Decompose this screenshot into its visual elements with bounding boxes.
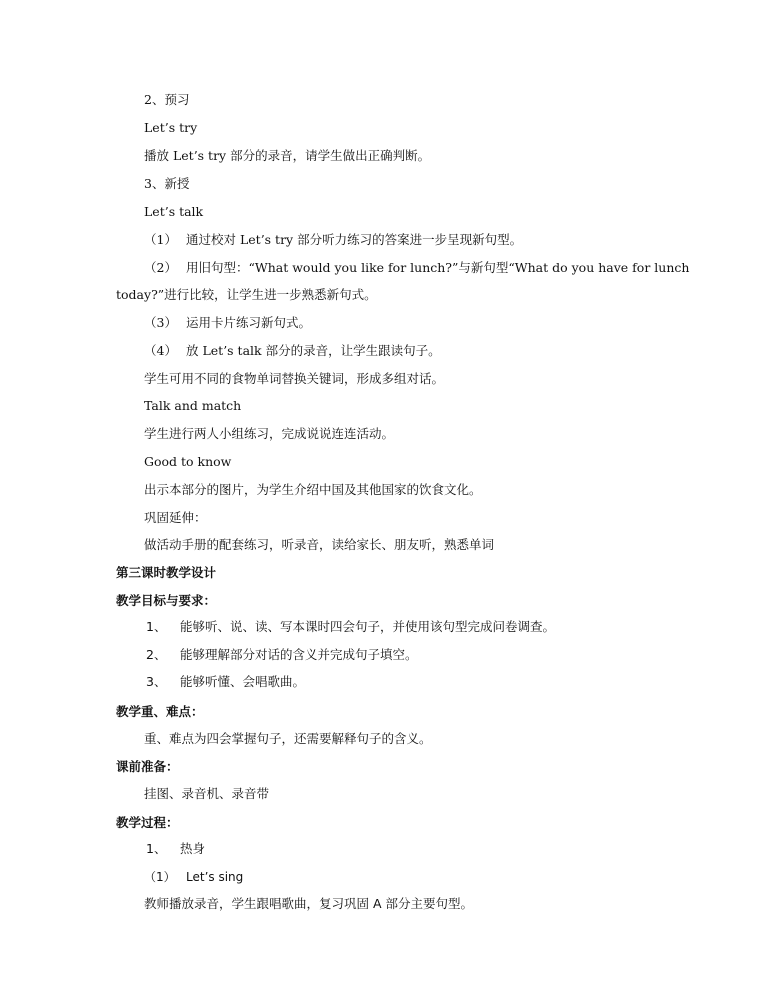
talk-step-1-number: （1）	[144, 232, 177, 247]
talk-step-3-text: 运用卡片练习新句式。	[186, 315, 312, 330]
talk-step-4-number: （4）	[144, 343, 177, 358]
process-heading: 教学过程：	[116, 815, 179, 830]
lets-try-body: 播放 Let’s try 部分的录音，请学生做出正确判断。	[144, 148, 431, 163]
key-points-body: 重、难点为四会掌握句子，还需要解释句子的含义。	[144, 731, 432, 746]
lesson3-title: 第三课时教学设计	[116, 565, 217, 580]
talk-step-2-number: （2）	[144, 260, 177, 275]
talk-step-2	[144, 260, 689, 276]
objective-2-text: 能够理解部分对话的含义并完成句子填空。	[180, 647, 418, 662]
talk-step-4	[144, 343, 441, 359]
consolidate-body: 做活动手册的配套练习，听录音，读给家长、朋友听，熟悉单词	[144, 537, 495, 552]
talk-step-1	[144, 232, 522, 248]
sing-step	[144, 869, 243, 885]
lets-talk-heading: Let’s talk	[144, 204, 204, 219]
consolidate-heading: 巩固延伸：	[144, 510, 207, 525]
good-to-know-body: 出示本部分的图片，为学生介绍中国及其他国家的饮食文化。	[144, 482, 482, 497]
good-to-know-heading: Good to know	[144, 454, 232, 469]
key-points-heading: 教学重、难点：	[116, 704, 204, 719]
warmup-number: 1、	[146, 841, 167, 856]
sing-text: Let’s sing	[186, 870, 244, 884]
talk-step-1-text: 通过校对 Let’s try 部分听力练习的答案进一步呈现新句型。	[186, 232, 523, 247]
objectives-heading: 教学目标与要求：	[116, 593, 217, 608]
talk-match-body: 学生进行两人小组练习，完成说说连连活动。	[144, 426, 395, 441]
talk-step-4-text: 放 Let’s talk 部分的录音，让学生跟读句子。	[186, 343, 441, 358]
warmup-text: 热身	[180, 841, 206, 856]
talk-step-2-continuation: today?”进行比较，让学生进一步熟悉新句式。	[116, 287, 377, 302]
sing-body: 教师播放录音，学生跟唱歌曲，复习巩固 A 部分主要句型。	[144, 896, 473, 911]
objective-3-text: 能够听懂、会唱歌曲。	[180, 674, 306, 689]
new-lesson-heading: 3、新授	[144, 176, 190, 191]
talk-step-3	[144, 315, 311, 331]
prep-heading: 课前准备：	[116, 759, 179, 774]
objective-3	[146, 674, 305, 690]
sing-number: （1）	[144, 870, 176, 884]
objective-2	[146, 647, 418, 663]
substitute-note: 学生可用不同的食物单词替换关键词，形成多组对话。	[144, 371, 445, 386]
objective-3-number: 3、	[146, 674, 167, 689]
preview-heading: 2、预习	[144, 92, 190, 107]
talk-match-heading: Talk and match	[144, 398, 242, 413]
talk-step-2-text: 用旧句型：“What would you like for lunch?”与新句型“What do you have for lunch	[186, 260, 690, 275]
objective-1	[146, 619, 555, 635]
talk-step-3-number: （3）	[144, 315, 177, 330]
prep-body: 挂图、录音机、录音带	[144, 786, 270, 801]
objective-1-number: 1、	[146, 619, 167, 634]
objective-1-text: 能够听、说、读、写本课时四会句子，并使用该句型完成问卷调查。	[180, 619, 556, 634]
objective-2-number: 2、	[146, 647, 167, 662]
warmup-step	[146, 841, 205, 857]
lets-try-heading: Let’s try	[144, 120, 198, 135]
